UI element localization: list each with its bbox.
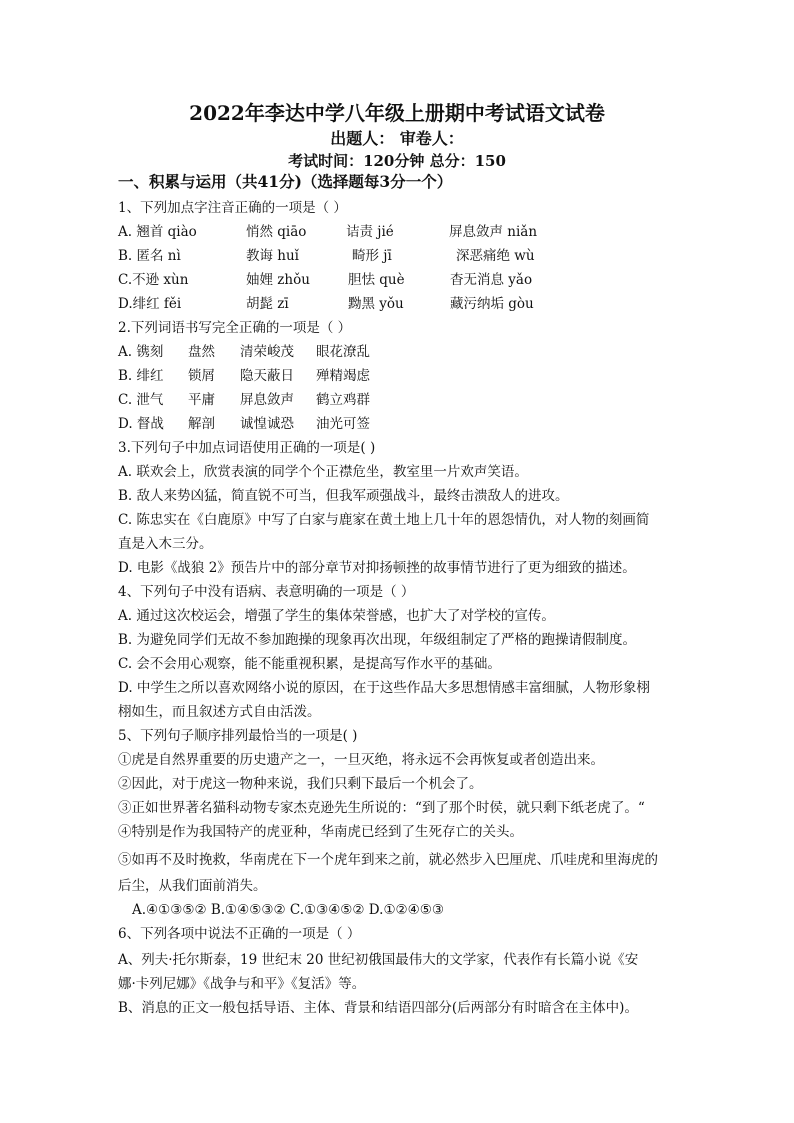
option-item: 解剖 — [188, 416, 215, 432]
option-row — [118, 390, 370, 410]
sentence-line: ④特别是作为我国特产的虎亚种，华南虎已经到了生死存亡的关头。 — [118, 824, 523, 840]
option-item: 盘然 — [188, 344, 215, 360]
option-line: 直是入木三分。 — [118, 536, 213, 552]
option-item: 平庸 — [188, 392, 215, 408]
option-line: B. 敌人来势凶猛，简直锐不可当，但我军顽强战斗，最终击溃敌人的进攻。 — [118, 488, 569, 504]
exam-title: 2022年李达中学八年级上册期中考试语文试卷 — [189, 101, 605, 125]
option-item: 畸形 jī — [352, 248, 392, 264]
option-item: 屏息敛声 niǎn — [449, 224, 538, 240]
question-stem: 1、下列加点字注音正确的一项是（ ） — [118, 200, 347, 216]
option-row — [118, 366, 370, 386]
option-item: D.绯红 fěi — [118, 296, 182, 312]
option-item: 黝黑 yǒu — [348, 296, 404, 312]
option-line: A. 通过这次校运会，增强了学生的集体荣誉感，也扩大了对学校的宣传。 — [118, 608, 555, 624]
option-item: B. 绯红 — [118, 368, 164, 384]
option-item: 隐天蔽日 — [240, 368, 294, 384]
option-item: C.不逊 xùn — [118, 272, 189, 288]
question-stem: 6、下列各项中说法不正确的一项是（ ） — [118, 926, 361, 942]
sentence-line: 后尘，从我们面前消失。 — [118, 878, 267, 894]
option-item: 藏污纳垢 gòu — [450, 296, 534, 312]
question-stem: 4、下列句子中没有语病、表意明确的一项是（ ） — [118, 584, 415, 600]
option-item: D. 督战 — [118, 416, 164, 432]
option-item: C. 泄气 — [118, 392, 164, 408]
option-line: B. 为避免同学们无故不参加跑操的现象再次出现，年级组制定了严格的跑操请假制度。 — [118, 632, 637, 648]
option-item: 教诲 huǐ — [246, 248, 299, 264]
section-heading: 一、积累与运用（共41分)（选择题每3分一个） — [118, 172, 453, 191]
option-line: A. 联欢会上，欣赏表演的同学个个正襟危坐，教室里一片欢声笑语。 — [118, 464, 528, 480]
option-row — [118, 246, 535, 266]
answer-options: A.④①③⑤② B.①④⑤③② C.①③④⑤② D.①②④⑤③ — [132, 902, 444, 918]
option-item: 清荣峻茂 — [240, 344, 294, 360]
option-item: 油光可签 — [316, 416, 370, 432]
option-item: 诘责 jié — [346, 224, 394, 240]
option-line: B、消息的正文一般包括导语、主体、背景和结语四部分(后两部分有时暗含在主体中)。 — [118, 1000, 638, 1016]
option-item: 杳无消息 yǎo — [450, 272, 533, 288]
option-line: C. 会不会用心观察，能不能重视积累，是提高写作水平的基础。 — [118, 656, 501, 672]
sentence-line: ①虎是自然界重要的历史遗产之一，一旦灭绝，将永远不会再恢复或者创造出来。 — [118, 752, 604, 768]
option-item: 悄然 qiāo — [246, 224, 307, 240]
option-line: 栩如生，而且叙述方式自由活泼。 — [118, 704, 321, 720]
option-item: 胆怯 què — [348, 272, 405, 288]
option-item: 屏息敛声 — [240, 392, 294, 408]
sentence-line: ⑤如再不及时挽救，华南虎在下一个虎年到来之前，就必然步入巴厘虎、爪哇虎和里海虎的 — [118, 852, 658, 868]
option-item: 鹤立鸡群 — [316, 392, 370, 408]
question-stem: 3.下列句子中加点词语使用正确的一项是( ) — [118, 440, 376, 456]
question-stem: 5、下列句子顺序排列最恰当的一项是( ) — [118, 728, 358, 744]
option-item: 胡髭 zī — [246, 296, 289, 312]
sentence-line: ③正如世界著名猫科动物专家杰克逊先生所说的：“到了那个时侯，就只剩下纸老虎了。“ — [118, 800, 645, 816]
option-item: 妯娌 zhǒu — [246, 272, 310, 288]
option-line: D. 电影《战狼 2》预告片中的部分章节对抑扬顿挫的故事情节进行了更为细致的描述。 — [118, 560, 636, 576]
option-item: 眼花潦乱 — [316, 344, 370, 360]
option-line: 娜·卡列尼娜》《战争与和平》《复活》等。 — [118, 976, 366, 992]
question-stem: 2.下列词语书写完全正确的一项是（ ） — [118, 320, 352, 336]
sentence-line: ②因此，对于虎这一物种来说，我们只剩下最后一个机会了。 — [118, 776, 483, 792]
option-line: C. 陈忠实在《白鹿原》中写了白家与鹿家在黄土地上几十年的恩怨情仇，对人物的刻画简 — [118, 512, 650, 528]
author-reviewer-line: 出题人： 审卷人： — [330, 129, 464, 148]
option-row — [118, 294, 534, 314]
option-item: 诚惶诚恐 — [240, 416, 294, 432]
option-item: 深恶痛绝 wù — [456, 248, 535, 264]
option-item: B. 匿名 nì — [118, 248, 181, 264]
option-line: D. 中学生之所以喜欢网络小说的原因，在于这些作品大多思想情感丰富细腻，人物形象栩 — [118, 680, 650, 696]
option-row — [118, 414, 370, 434]
option-row — [118, 270, 532, 290]
option-row — [118, 342, 370, 362]
exam-time-score: 考试时间：120分钟 总分：150 — [288, 152, 506, 170]
option-item: 锁屑 — [188, 368, 215, 384]
option-item: 殚精竭虑 — [316, 368, 370, 384]
option-item: A. 翘首 qiào — [118, 224, 197, 240]
option-line: A、列夫·托尔斯泰，19 世纪末 20 世纪初俄国最伟大的文学家，代表作有长篇小说《安 — [118, 952, 639, 968]
option-row — [118, 222, 537, 242]
option-item: A. 镌刻 — [118, 344, 164, 360]
